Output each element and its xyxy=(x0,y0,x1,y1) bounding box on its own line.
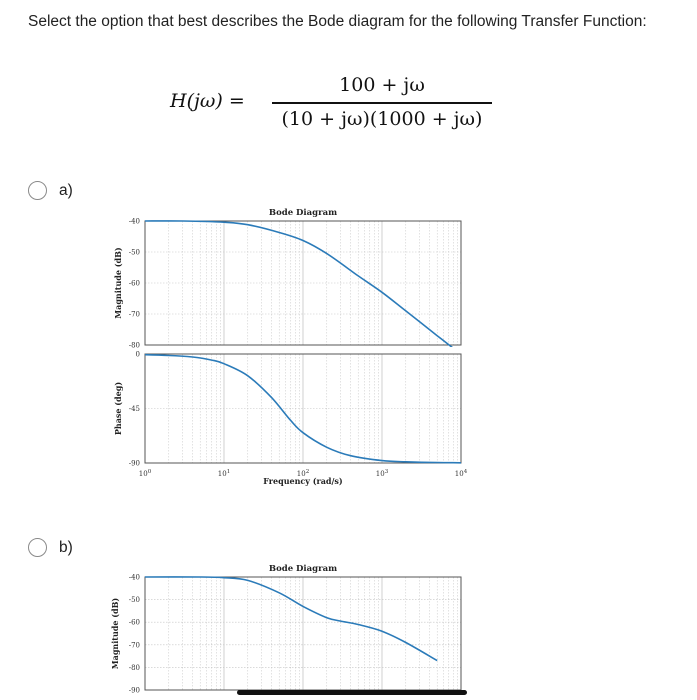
plot-2-ytick-label: -45 xyxy=(128,405,140,413)
plot-3-ytick-label: -80 xyxy=(128,663,140,672)
question-text: Select the option that best describes the Bode diagram for the following Transfer Function: xyxy=(28,13,647,30)
plot-3-series-line xyxy=(145,577,437,661)
plot-2-ytick-label: -90 xyxy=(128,459,140,468)
plot-2-xtick-label: $10^2$ xyxy=(296,469,310,478)
option-b-label: b) xyxy=(59,538,73,556)
formula-lhs: H(jω) = xyxy=(170,90,245,112)
plot-2-xtick-label: $10^3$ xyxy=(375,469,389,478)
plot-3-ytick-label: -60 xyxy=(128,618,140,627)
plot-3-ytick-label: -70 xyxy=(128,641,140,650)
plot-1-ytick-label: -70 xyxy=(128,310,140,319)
plot-2-ylabel: Phase (deg) xyxy=(113,381,123,436)
formula-denominator: (10 + jω)(1000 + jω) xyxy=(281,108,483,130)
plot-1-ytick-label: -80 xyxy=(128,341,140,350)
plot-1-ytick-label: -60 xyxy=(128,279,140,288)
plot-1-ylabel: Magnitude (dB) xyxy=(113,247,123,319)
plot-3-ytick-label: -90 xyxy=(128,686,140,695)
option-a-label: a) xyxy=(59,181,73,199)
plot-2-xlabel: Frequency (rad/s) xyxy=(263,476,343,486)
plot-3-ylabel: Magnitude (dB) xyxy=(110,597,120,670)
plot-1-ytick-label: -40 xyxy=(128,217,140,226)
scrollbar[interactable] xyxy=(237,690,467,695)
plot-2-xtick-label: $10^1$ xyxy=(217,469,231,478)
plot-1-ytick-label: -50 xyxy=(128,248,140,257)
plot-3-ytick-label: -50 xyxy=(128,596,140,605)
plot-3-title: Bode Diagram xyxy=(268,564,338,574)
plot-3-ytick-label: -40 xyxy=(128,573,140,582)
plot-2-xtick-label: $10^0$ xyxy=(138,469,152,478)
formula-numerator: 100 + jω xyxy=(339,74,425,96)
plot-2-xtick-label: $10^4$ xyxy=(454,469,468,478)
plot-1-title: Bode Diagram xyxy=(268,208,338,218)
plot-2-ytick-label: 0 xyxy=(135,350,140,359)
